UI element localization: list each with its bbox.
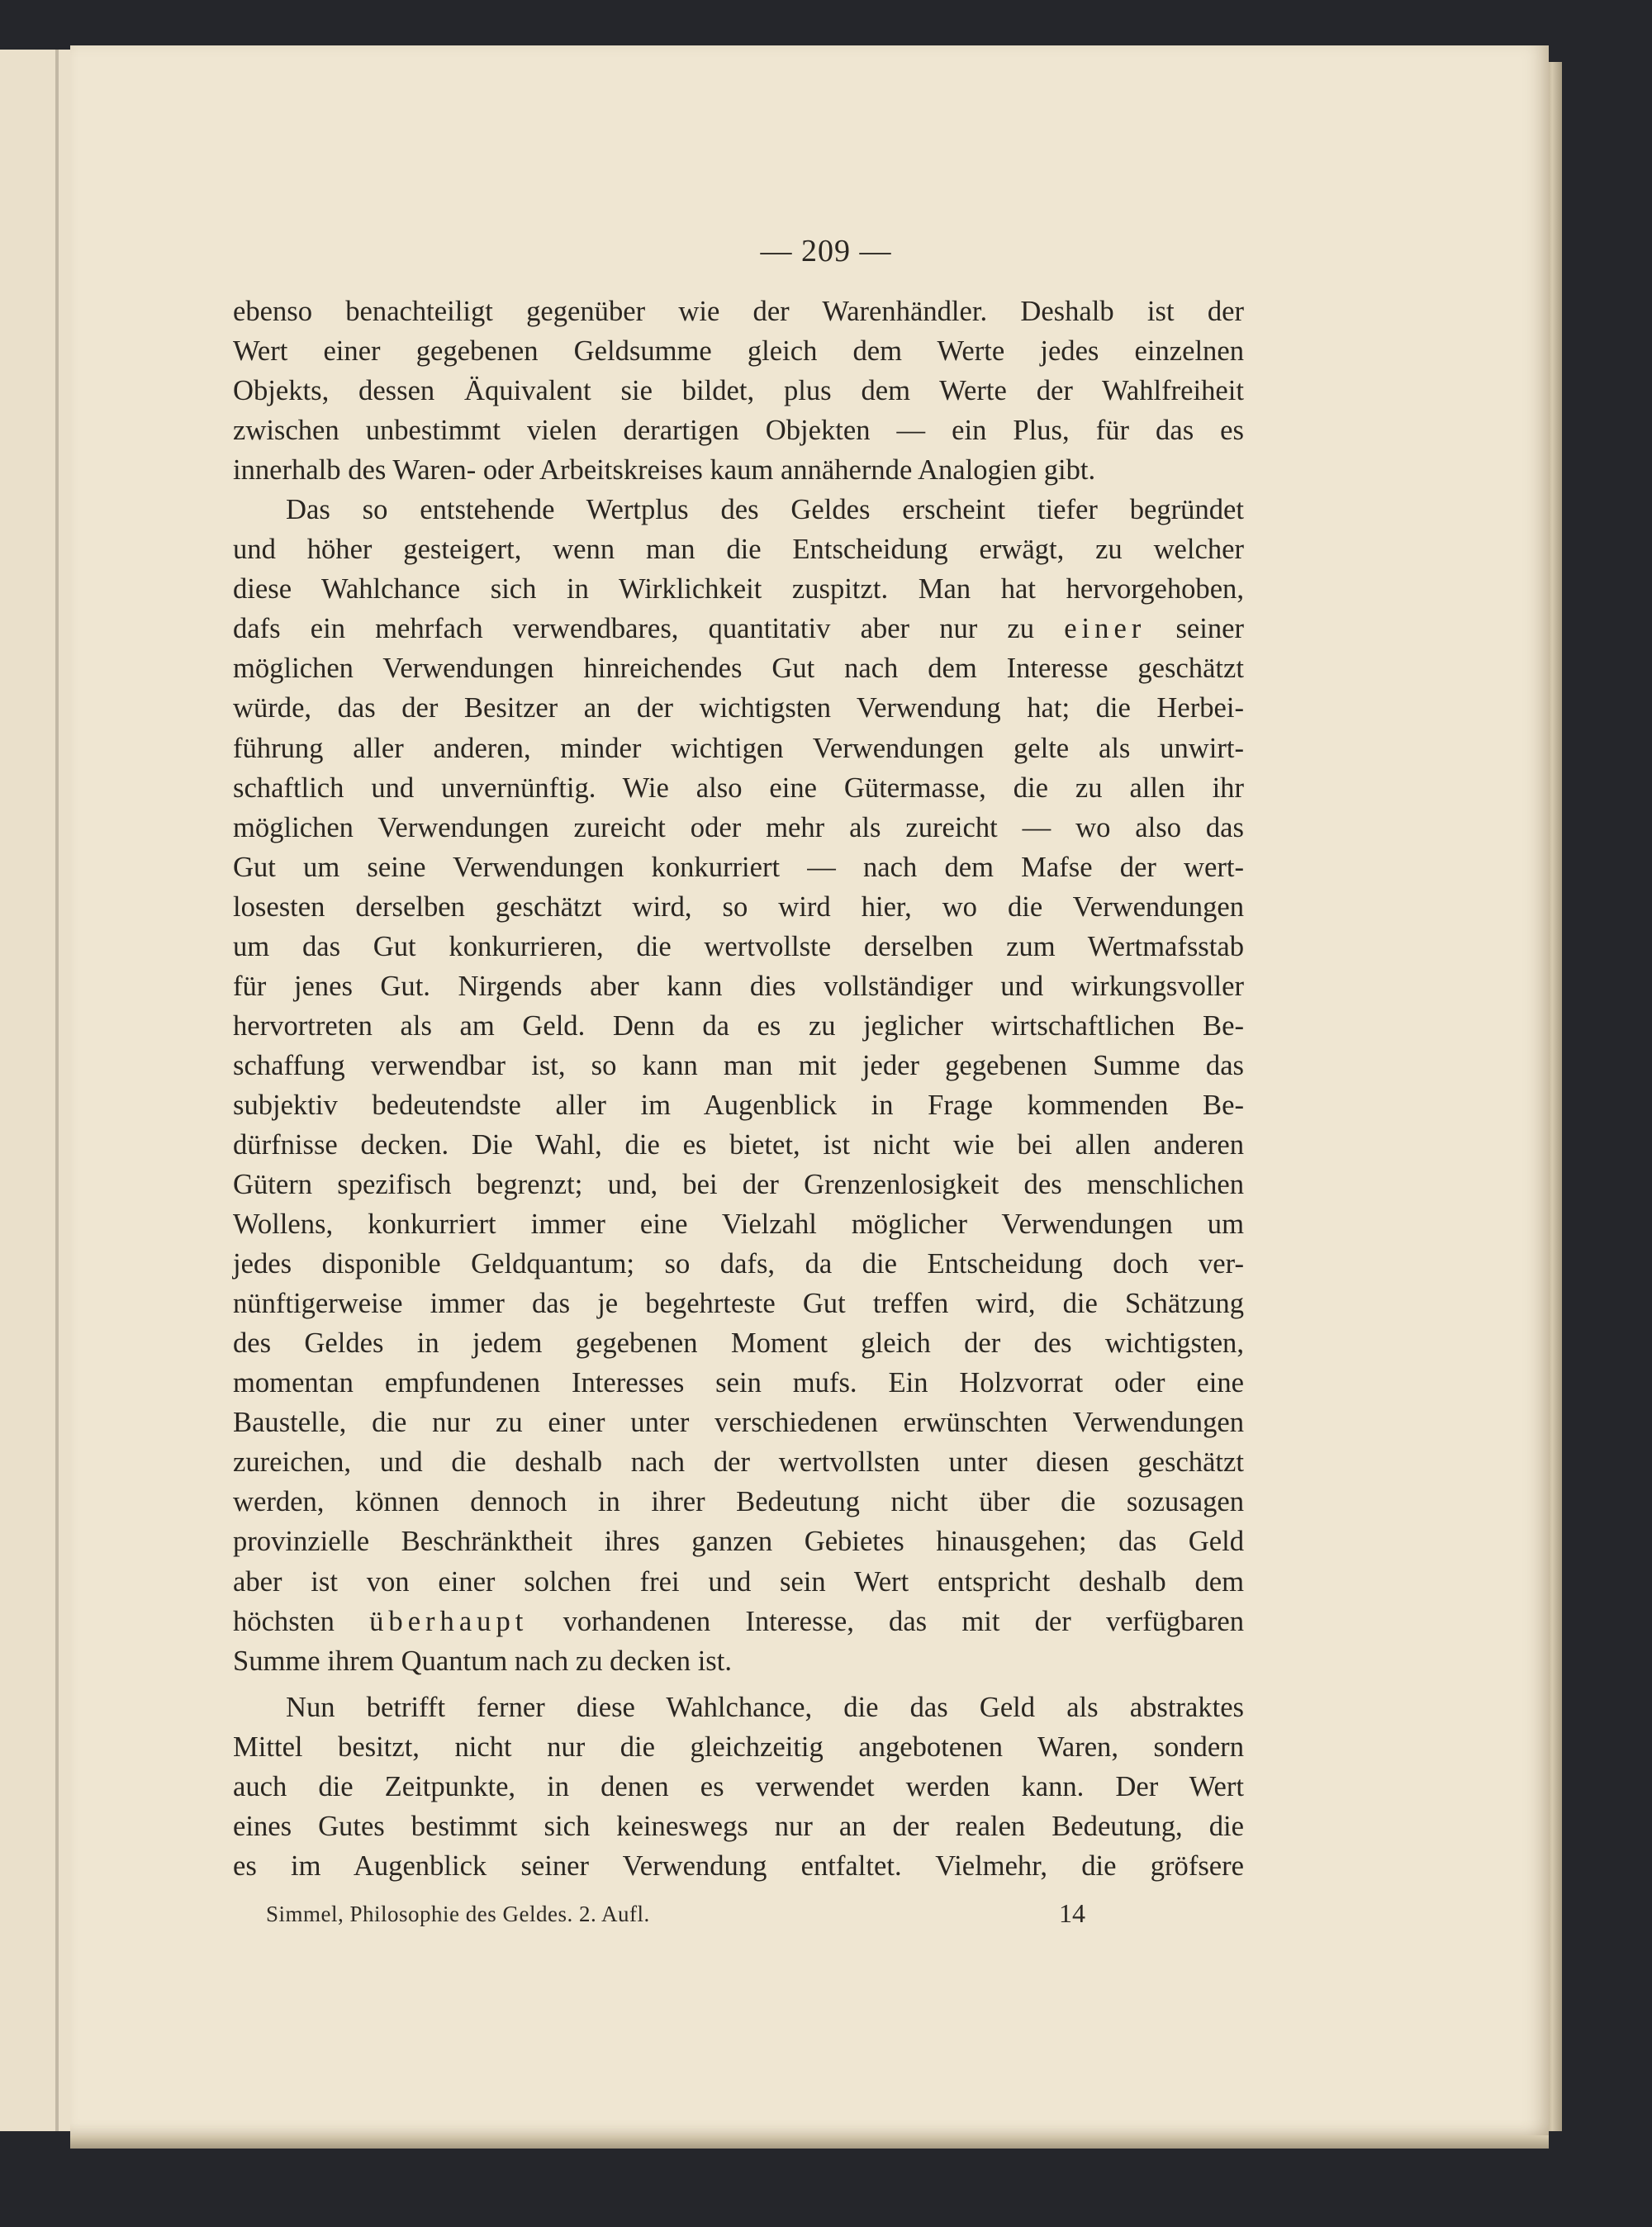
left-page-edge (0, 50, 73, 2131)
text-line: und höher gesteigert, wenn man die Entscheidung erwägt, zu welcher (233, 534, 1244, 566)
body-text (233, 292, 1244, 1886)
text-line: diese Wahlchance sich in Wirklichkeit zuspitzt. Man hat hervorgehoben, (233, 573, 1244, 605)
text-line: losesten derselben geschätzt wird, so wird hier, wo die Verwendungen (233, 890, 1244, 923)
text-line: innerhalb des Waren- oder Arbeitskreises kaum annähernde Analogien gibt. (233, 454, 1096, 487)
page-bottom-edge (70, 2135, 1549, 2149)
text-line: Gut um seine Verwendungen konkurriert — nach dem Mafse der wert- (233, 851, 1244, 883)
text-line: um das Gut konkurrieren, die wertvollste derselben zum Wertmafsstab (233, 930, 1244, 962)
line-text: vorhandenen Interesse, das mit der verfügbaren (563, 1605, 1244, 1637)
text-line: auch die Zeitpunkte, in denen es verwendet werden kann. Der Wert (233, 1770, 1244, 1802)
text-line: Wert einer gegebenen Geldsumme gleich dem Werte jedes einzelnen (233, 335, 1244, 368)
text-line: momentan empfundenen Interesses sein mufs. Ein Holzvorrat oder eine (233, 1367, 1244, 1399)
text-line: provinzielle Beschränktheit ihres ganzen Gebietes hinausgehen; das Geld (233, 1526, 1244, 1558)
line-text: seiner (1175, 613, 1245, 645)
text-line: Gütern spezifisch begrenzt; und, bei der Grenzenlosigkeit des menschlichen (233, 1169, 1244, 1201)
text-line: Wollens, konkurriert immer eine Vielzahl möglicher Verwendungen um (233, 1208, 1244, 1241)
text-line: es im Augenblick seiner Verwendung entfaltet. Vielmehr, die gröfsere (233, 1850, 1244, 1882)
spaced-word: einer (1064, 613, 1146, 645)
text-line: möglichen Verwendungen zureicht oder mehr als zureicht — wo also das (233, 811, 1244, 843)
signature-line: Simmel, Philosophie des Geldes. 2. Aufl. (266, 1902, 650, 1926)
text-line: dürfnisse decken. Die Wahl, die es bietet, ist nicht wie bei allen anderen (233, 1128, 1244, 1161)
text-line: zureichen, und die deshalb nach der wertvollsten unter diesen geschätzt (233, 1446, 1244, 1479)
sheet-number: 14 (1059, 1898, 1085, 1928)
text-line: eines Gutes bestimmt sich keineswegs nur an der realen Bedeutung, die (233, 1810, 1244, 1842)
text-line: schaffung verwendbar ist, so kann man mit jeder gegebenen Summe das (233, 1049, 1244, 1081)
line-text: dafs ein mehrfach verwendbares, quantitativ aber nur zu (233, 613, 1035, 645)
text-line: Summe ihrem Quantum nach zu decken ist. (233, 1645, 733, 1677)
text-line: nünftigerweise immer das je begehrteste Gut treffen wird, die Schätzung (233, 1288, 1244, 1320)
text-line: für jenes Gut. Nirgends aber kann dies vollständiger und wirkungsvoller (233, 970, 1244, 1002)
text-line: Das so entstehende Wertplus des Geldes erscheint tiefer begründet (286, 494, 1244, 526)
text-line: Nun betrifft ferner diese Wahlchance, die das Geld als abstraktes (286, 1691, 1244, 1723)
text-line: Mittel besitzt, nicht nur die gleichzeitig angebotenen Waren, sondern (233, 1731, 1244, 1763)
text-line-with-spaced-word (233, 1602, 1244, 1641)
text-line: jedes disponible Geldquantum; so dafs, da die Entscheidung doch ver- (233, 1248, 1244, 1280)
text-line: schaftlich und unvernünftig. Wie also eine Gütermasse, die zu allen ihr (233, 772, 1244, 804)
text-line: ebenso benachteiligt gegenüber wie der Warenhändler. Deshalb ist der (233, 296, 1244, 327)
text-line: Objekts, dessen Äquivalent sie bildet, plus dem Werte der Wahlfreiheit (233, 375, 1244, 407)
text-line: aber ist von einer solchen frei und sein Wert entspricht deshalb dem (233, 1565, 1244, 1598)
text-line: Baustelle, die nur zu einer unter verschiedenen erwünschten Verwendungen (233, 1407, 1244, 1439)
text-line: zwischen unbestimmt vielen derartigen Objekten — ein Plus, für das es (233, 415, 1244, 447)
text-line: des Geldes in jedem gegebenen Moment gleich der des wichtigsten, (233, 1327, 1244, 1360)
text-line-with-spaced-word (233, 609, 1244, 648)
text-line: würde, das der Besitzer an der wichtigsten Verwendung hat; die Herbei- (233, 692, 1244, 724)
page-number: — 209 — (760, 234, 892, 268)
text-line: hervortreten als am Geld. Denn da es zu jeglicher wirtschaftlichen Be- (233, 1009, 1244, 1042)
text-line: werden, können dennoch in ihrer Bedeutung nicht über die sozusagen (233, 1486, 1244, 1518)
text-line: führung aller anderen, minder wichtigen Verwendungen gelte als unwirt- (233, 732, 1244, 764)
text-line: möglichen Verwendungen hinreichendes Gut nach dem Interesse geschätzt (233, 653, 1244, 685)
text-line: subjektiv bedeutendste aller im Augenblick in Frage kommenden Be- (233, 1089, 1244, 1121)
spaced-word: überhaupt (369, 1605, 529, 1637)
line-text: höchsten (233, 1605, 335, 1637)
